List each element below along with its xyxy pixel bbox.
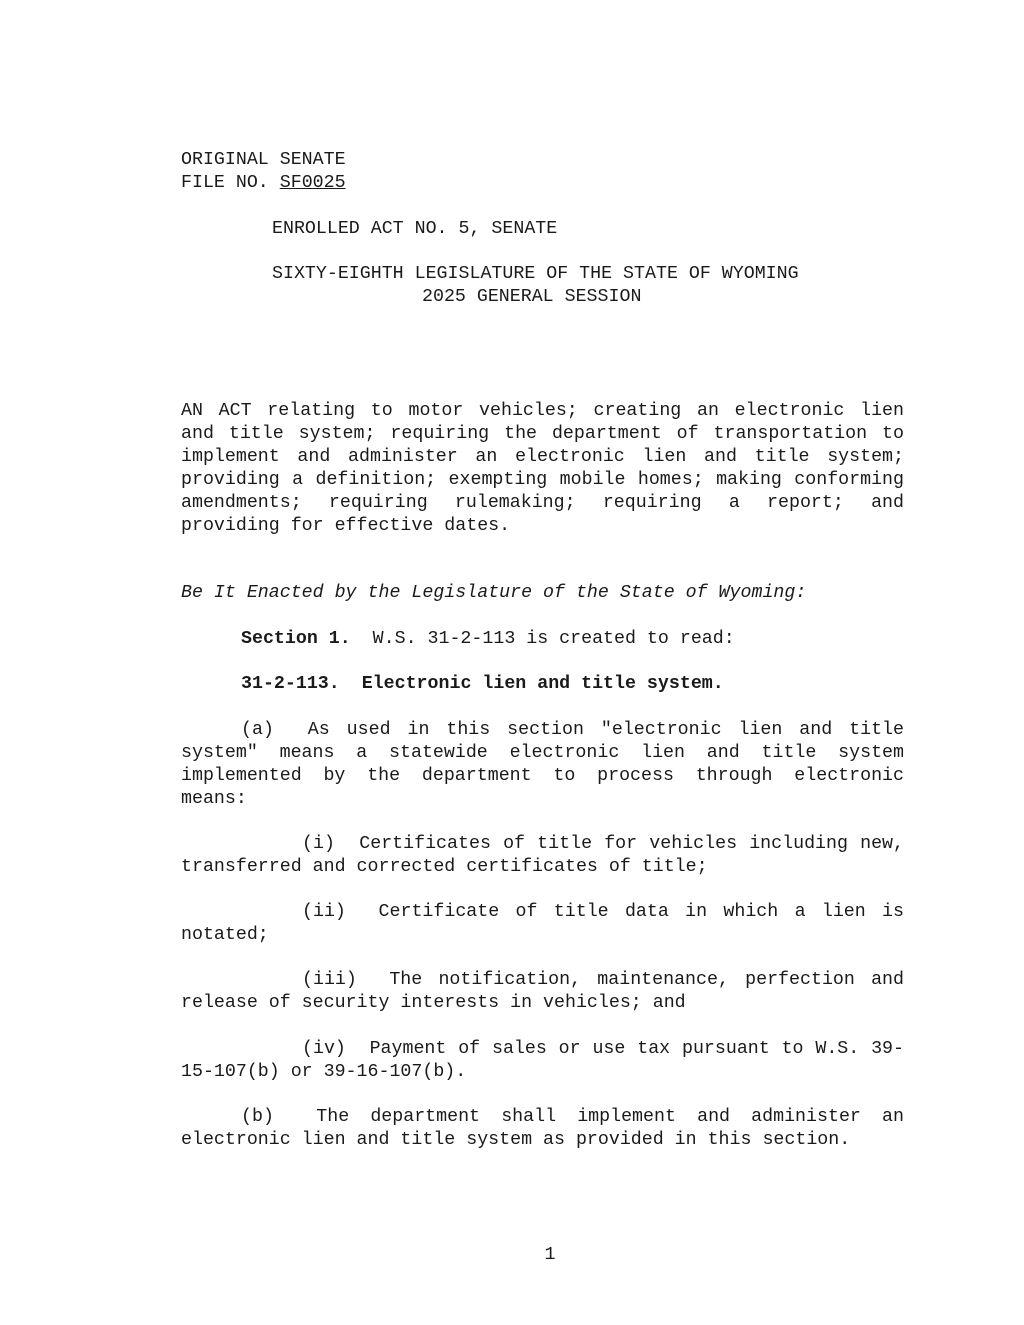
section-1	[181, 628, 904, 651]
session-name: 2025 GENERAL SESSION	[422, 286, 642, 307]
legislature-name: SIXTY-EIGHTH LEGISLATURE OF THE STATE OF WYOMING	[272, 264, 799, 284]
paragraph-iv-label: (iv)	[302, 1039, 346, 1059]
paragraph-ii	[181, 901, 904, 947]
paragraph-iv-text: Payment of sales or use tax pursuant to W.S. 39-15-107(b) or 39-16-107(b).	[181, 1039, 904, 1082]
statute-heading	[181, 673, 904, 696]
act-title: AN ACT relating to motor vehicles; creating an electronic lien and title system; requiring the department of transportation to implement and administer an electronic lien and title system; providing a definition; exempting mobile homes; making conforming amendments; requiring rulemaking; requiring a report; and providing for effective dates.	[181, 401, 904, 536]
subsection-b-text: The department shall implement and administer an electronic lien and title system as provided in this section.	[181, 1107, 904, 1150]
enrolled-act-number: ENROLLED ACT NO. 5, SENATE	[272, 219, 558, 239]
paragraph-iii-text: The notification, maintenance, perfection and release of security interests in vehicles; and	[181, 970, 904, 1013]
paragraph-iii	[181, 969, 904, 1015]
page-number: 1	[544, 1245, 556, 1265]
enacting-clause: Be It Enacted by the Legislature of the State of Wyoming:	[181, 583, 807, 603]
file-number-line	[181, 172, 904, 195]
paragraph-i-text: Certificates of title for vehicles including new, transferred and corrected certificates of title;	[181, 834, 904, 877]
statute-title: Electronic lien and title system.	[361, 674, 724, 694]
paragraph-iii-label: (iii)	[302, 970, 357, 990]
original-senate-label: ORIGINAL SENATE	[181, 150, 346, 170]
subsection-a	[181, 719, 904, 811]
paragraph-i	[181, 833, 904, 879]
file-number: SF0025	[279, 172, 346, 193]
subsection-b	[181, 1106, 904, 1152]
section-1-text: W.S. 31-2-113 is created to read:	[372, 629, 735, 649]
statute-number: 31-2-113.	[241, 674, 340, 694]
subsection-b-label: (b)	[241, 1107, 274, 1127]
subsection-a-label: (a)	[241, 720, 274, 740]
document-header	[181, 149, 904, 195]
paragraph-ii-text: Certificate of title data in which a lien is notated;	[181, 902, 904, 945]
section-1-label: Section 1.	[241, 629, 351, 649]
paragraph-i-label: (i)	[302, 834, 335, 854]
subsection-a-text: As used in this section "electronic lien and title system" means a statewide electronic lien and title system implemented by the department to process through electronic means:	[181, 720, 904, 809]
legislature-heading	[181, 263, 941, 309]
paragraph-ii-label: (ii)	[302, 902, 346, 922]
file-number-prefix: FILE NO.	[181, 172, 280, 193]
paragraph-iv	[181, 1038, 904, 1084]
